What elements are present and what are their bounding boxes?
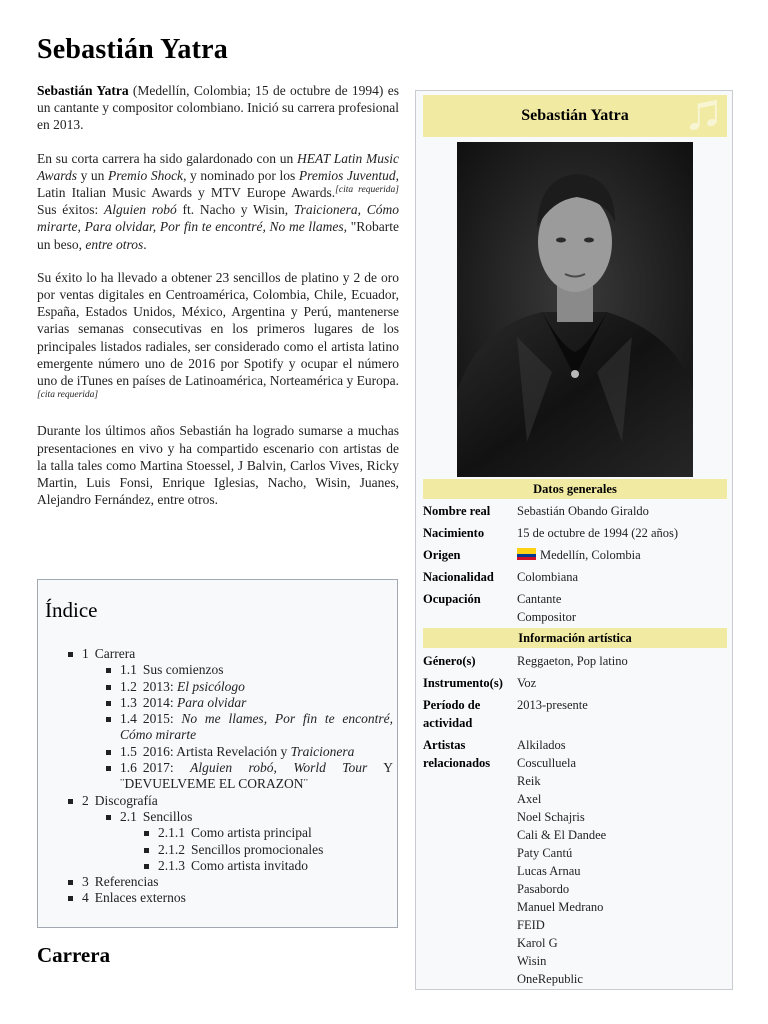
colombia-flag-icon [517, 548, 536, 560]
related-artist[interactable]: Pasabordo [517, 882, 570, 896]
toc-item-sus-comienzos[interactable]: 1.1 Sus comienzos [106, 662, 393, 678]
related-artist[interactable]: OneRepublic [517, 972, 583, 986]
related-artist[interactable]: FEID [517, 918, 545, 932]
citation-needed[interactable]: [cita requerida] [37, 390, 99, 401]
intro-paragraph: Sebastián Yatra (Medellín, Colombia; 15 de octubre de 1994) es un cantante y compositor colombiano. Inició su carrera profesional en 2013. [37, 83, 399, 133]
section-header-artistica: Información artística [423, 628, 727, 648]
origin-link[interactable]: Medellín, Colombia [540, 548, 641, 562]
occupation-item: Compositor [517, 610, 577, 624]
infobox: Sebastián Yatra Datos generales Nombre real Sebastián Obando Giraldo Nacimiento 15 de octubre de 1994 (22 años) Origen Medellín, Colombia Nacionalidad Colombiana Ocupación Cantante Compositor Información artística Género(s) Reggaeton, Pop latino Instrumento(s) Voz Período de actividad 2013-presente Artistas relacionados Alkilados Cosculluela Reik Axel Noel Schajris Cali & El Dandee Paty Cantú Lucas Arnau Pasabordo Manuel Medrano FEID Karol G Wisin OneRepublic [415, 90, 733, 990]
related-artist[interactable]: Paty Cantú [517, 846, 573, 860]
toc-title: Índice [45, 598, 98, 622]
toc-item-carrera[interactable]: 1 Carrera 1.1 Sus comienzos 1.2 2013: El psicólogo 1.3 2014: Para olvidar 1.4 2015: No me llames, Por fin te encontré, Cómo mirarte 1.5 2016: Artista Revelación y Traicionera 1.6 2017: Alguien robó, World Tour Y ¨DEVUELVEME EL CORAZON¨ [68, 646, 393, 793]
infobox-title: Sebastián Yatra [423, 95, 727, 137]
related-artist[interactable]: Manuel Medrano [517, 900, 604, 914]
section-header-general: Datos generales [423, 479, 727, 499]
table-of-contents [37, 579, 398, 928]
award-link[interactable]: Premios Juventud [298, 167, 396, 183]
awards-paragraph: En su corta carrera ha sido galardonado con un HEAT Latin Music Awards y un Premio Shock, y nominado por los Premios Juventud, Latin Italian Music Awards y MTV Europe Awards.[cita requerida] Sus éxitos: Alguien robó ft. Nacho y Wisin, Traicionera, Cómo mirarte, Para olvidar, Por fin te encontré, No me llames, "Robarte un beso, entre otros. [37, 150, 400, 252]
toc-item-referencias[interactable]: 3 Referencias [68, 874, 393, 890]
related-artist[interactable]: Cali & El Dandee [517, 828, 607, 842]
related-artist[interactable]: Noel Schajris [517, 810, 585, 824]
related-artist[interactable]: Wisin [517, 954, 547, 968]
occupation-item: Cantante [517, 592, 562, 606]
success-paragraph: Su éxito lo ha llevado a obtener 23 sencillos de platino y 2 de oro por ventas digitales en Centroamérica, Colombia, Chile, Ecuador, España, Estados Unidos, México, Argentina y Perú, mantenerse varias semanas consecutivas en los primeros lugares de los principales listados radiales, ser considerado como el artista latino emergente número uno de 2016 por Spotify y ocupar el número uno de iTunes en países de Latinoamérica, Norteamérica y Europa.[cita requerida] [37, 269, 400, 401]
toc-item-2015[interactable]: 1.4 2015: No me llames, Por fin te encontré, Cómo mirarte [106, 711, 393, 744]
toc-list [68, 646, 393, 907]
collaborations-paragraph: Durante los últimos años Sebastián ha logrado sumarse a muchas presentaciones en vivo y ha compartido escenario con artistas de la talla tales como Martina Stoessel, J Balvin, Carlos Vives, Ricky Martin, Luis Fonsi, Enrique Iglesias, Nacho, Wisin, Juanes, Alejandro Fernández, entre otros. [37, 423, 399, 508]
toc-item-2014[interactable]: 1.3 2014: Para olvidar [106, 695, 393, 711]
toc-item-sencillos[interactable]: 2.1 Sencillos 2.1.1 Como artista principal 2.1.2 Sencillos promocionales 2.1.3 Como artista invitado [106, 809, 393, 874]
award-link[interactable]: HEAT Latin Music Awards [37, 150, 399, 183]
toc-item-2017[interactable]: 1.6 2017: Alguien robó, World Tour Y ¨DEVUELVEME EL CORAZON¨ [106, 760, 393, 793]
music-note-icon [685, 97, 723, 135]
related-artist[interactable]: Lucas Arnau [517, 864, 581, 878]
related-artist[interactable]: Cosculluela [517, 756, 577, 770]
related-artist[interactable]: Alkilados [517, 738, 566, 752]
toc-item-promocionales[interactable]: 2.1.2 Sencillos promocionales [144, 842, 393, 858]
related-artist[interactable]: Karol G [517, 936, 558, 950]
toc-item-artista-invitado[interactable]: 2.1.3 Como artista invitado [144, 858, 393, 874]
citation-needed[interactable]: [cita requerida] [335, 185, 399, 196]
artist-portrait [457, 142, 693, 477]
toc-item-enlaces[interactable]: 4 Enlaces externos [68, 890, 393, 906]
article-body [37, 82, 399, 524]
toc-item-artista-principal[interactable]: 2.1.1 Como artista principal [144, 825, 393, 841]
related-artist[interactable]: Reik [517, 774, 541, 788]
toc-item-2013[interactable]: 1.2 2013: El psicólogo [106, 679, 393, 695]
toc-item-discografia[interactable]: 2 Discografía 2.1 Sencillos 2.1.1 Como artista principal 2.1.2 Sencillos promocionales 2.1.3 Como artista invitado [68, 793, 393, 874]
award-link[interactable]: Premio Shock [108, 167, 184, 183]
section-heading-carrera: Carrera [37, 943, 111, 967]
subject-name: Sebastián Yatra [37, 83, 129, 98]
toc-item-2016[interactable]: 1.5 2016: Artista Revelación y Traicionera [106, 744, 393, 760]
related-artist[interactable]: Axel [517, 792, 542, 806]
page-title: Sebastián Yatra [37, 34, 228, 65]
